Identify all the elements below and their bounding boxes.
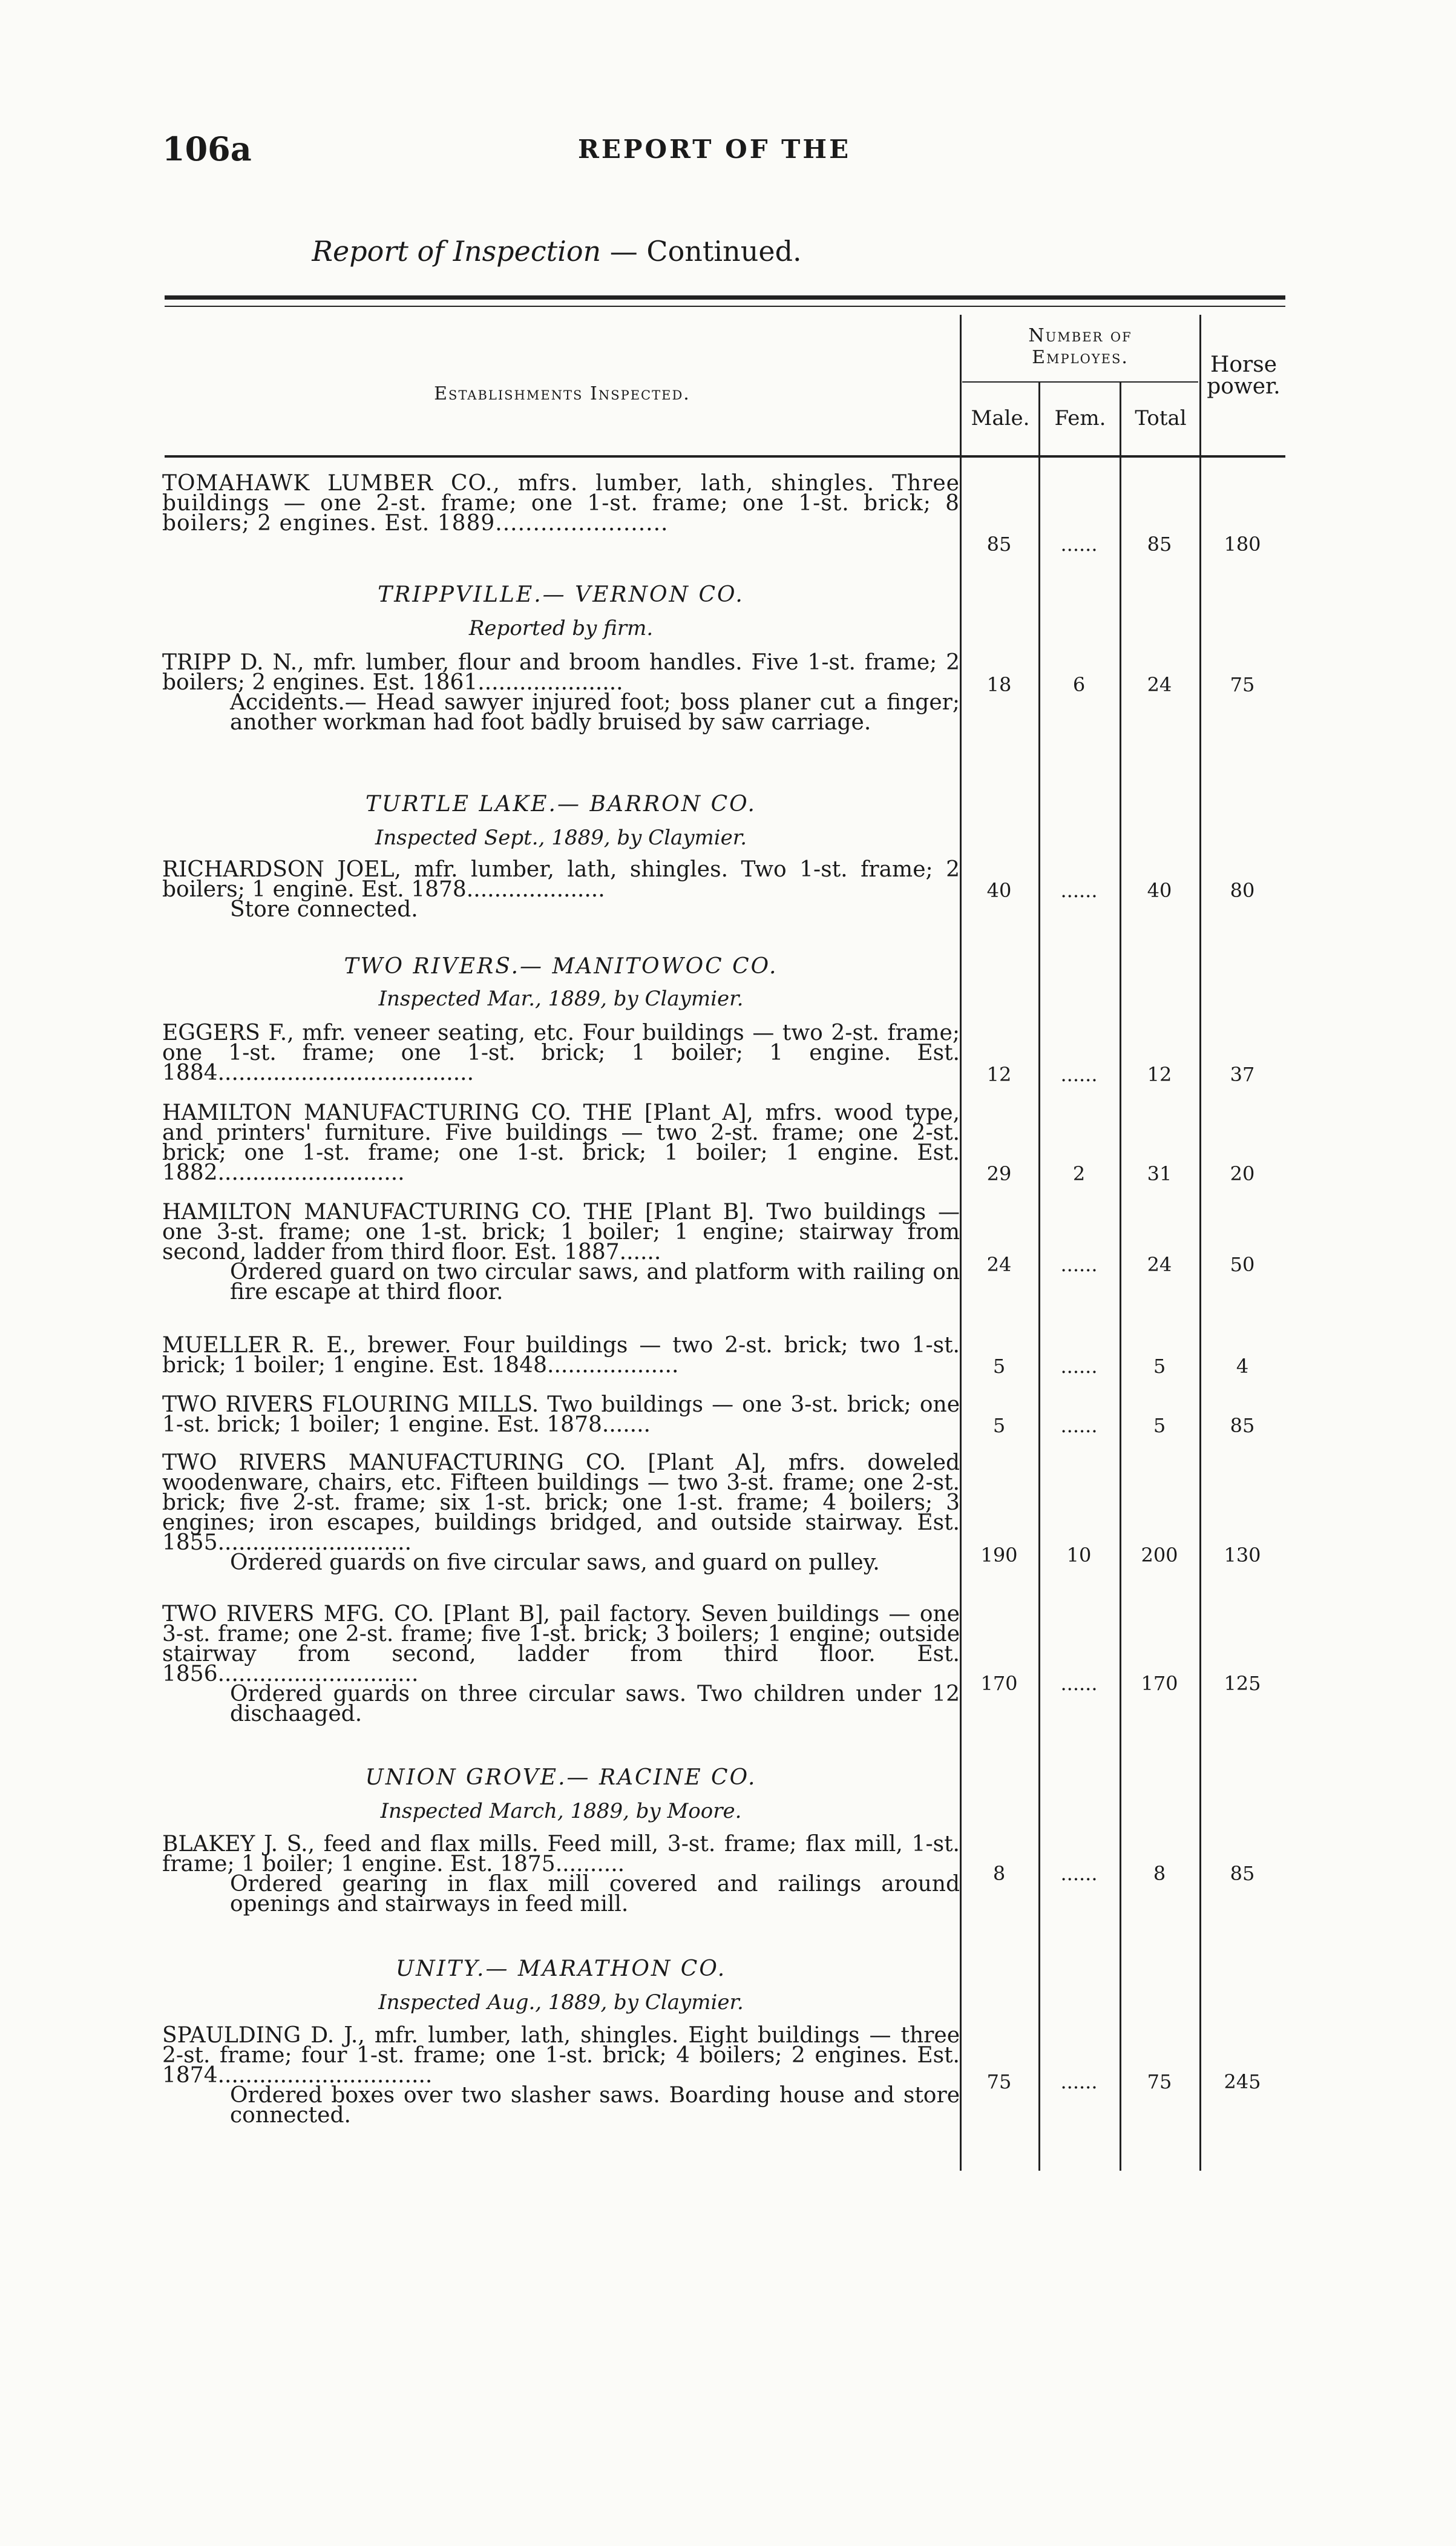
entry-text: TWO RIVERS FLOURING MILLS. Two buildings — one 3-st. brick; one 1-st. brick; 1 boiler; 1 engine. Est. 1878....... <box>162 1392 960 1437</box>
inspected-trippville: Reported by firm. <box>468 616 654 640</box>
entry-blakey <box>162 1834 960 1914</box>
inspected-unity: Inspected Aug., 1889, by Claymier. <box>378 1990 744 2015</box>
column-line-male <box>960 315 962 2171</box>
entry-tomahawk <box>162 471 960 536</box>
header-horse: Horse <box>1210 352 1277 377</box>
male-two-rivers-mfg-a: 190 <box>980 1544 1018 1567</box>
total-hamilton-a: 31 <box>1147 1162 1172 1185</box>
total-eggers: 12 <box>1147 1063 1172 1086</box>
entry-two-rivers-mfg-b <box>162 1604 960 1724</box>
fem-two-rivers-mfg-a: 10 <box>1066 1544 1092 1567</box>
header-total: Total <box>1135 406 1187 430</box>
entry-text: TWO RIVERS MANUFACTURING CO. [Plant A], mfrs. doweled woodenware, chairs, etc. Fifteen buildings — two 3-st. frame; one 2-st. brick; five 2-st. frame; six 1-st. brick; one 1-st. frame; 4 boilers; 3 engines; iron escapes, buildings bridged, and outside stairway. Est. 1855............................ <box>162 1450 960 1555</box>
entry-eggers <box>162 1023 960 1083</box>
entry-text: MUELLER R. E., brewer. Four buildings — two 2-st. brick; two 1-st. brick; 1 boiler; 1 engine. Est. 1848................... <box>162 1333 960 1378</box>
header-establishments: Establishments Inspected. <box>434 383 690 404</box>
entry-hamilton-a <box>162 1100 960 1185</box>
fem-hamilton-b: ...... <box>1060 1253 1098 1276</box>
running-title: REPORT OF THE <box>578 134 851 164</box>
entry-note: Ordered guard on two circular saws, and platform with railing on fire escape at third floor. <box>230 1260 960 1304</box>
entry-text: TOMAHAWK LUMBER CO., mfrs. lumber, lath, shingles. Three buildings — one 2-st. frame; one 1-st. frame; one 1-st. brick; 8 boilers; 2 engines. Est. 1889....................... <box>162 471 960 536</box>
entry-note: Ordered gearing in flax mill covered and railings around openings and stairways in feed mill. <box>230 1872 960 1916</box>
total-mueller: 5 <box>1153 1355 1166 1378</box>
hp-two-rivers-mfg-b: 125 <box>1224 1672 1261 1695</box>
city-two-rivers: TWO RIVERS.— MANITOWOC CO. <box>344 954 778 979</box>
hp-richardson: 80 <box>1230 879 1255 902</box>
entry-text: SPAULDING D. J., mfr. lumber, lath, shingles. Eight buildings — three 2-st. frame; four 1-st. frame; one 1-st. brick; 4 boilers; 2 engines. Est. 1874............................... <box>162 2023 960 2088</box>
male-eggers: 12 <box>986 1063 1012 1086</box>
male-hamilton-a: 29 <box>986 1162 1012 1185</box>
entry-note: Ordered guards on three circular saws. Two children under 12 dischaaged. <box>230 1682 960 1726</box>
fem-tomahawk: ...... <box>1060 533 1098 556</box>
entry-note: Store connected. <box>230 897 418 922</box>
fem-richardson: ...... <box>1060 879 1098 902</box>
city-turtle-lake: TURTLE LAKE.— BARRON CO. <box>366 792 756 817</box>
fem-eggers: ...... <box>1060 1063 1098 1086</box>
total-two-rivers-mfg-a: 200 <box>1141 1544 1178 1567</box>
header-employes: Employes. <box>1032 347 1129 368</box>
male-tomahawk: 85 <box>986 533 1012 556</box>
male-blakey: 8 <box>992 1862 1006 1885</box>
inspected-turtle-lake: Inspected Sept., 1889, by Claymier. <box>375 826 747 850</box>
entry-text: EGGERS F., mfr. veneer seating, etc. Four buildings — two 2-st. frame; one 1-st. frame; one 1-st. brick; 1 boiler; 1 engine. Est. 1884..................................... <box>162 1021 960 1085</box>
entry-spaulding <box>162 2023 960 2128</box>
employees-subrule <box>962 381 1198 383</box>
male-mueller: 5 <box>992 1355 1006 1378</box>
entry-hamilton-b <box>162 1202 960 1302</box>
city-union-grove: UNION GROVE.— RACINE CO. <box>365 1765 757 1790</box>
hp-hamilton-b: 50 <box>1230 1253 1255 1276</box>
column-line-hp <box>1199 315 1201 2171</box>
header-number-of: Number of <box>1028 325 1132 346</box>
fem-hamilton-a: 2 <box>1072 1162 1086 1185</box>
header-male: Male. <box>971 406 1030 430</box>
fem-flouring-mills: ...... <box>1060 1414 1098 1437</box>
total-blakey: 8 <box>1153 1862 1166 1885</box>
hp-mueller: 4 <box>1236 1355 1249 1378</box>
hp-blakey: 85 <box>1230 1862 1255 1885</box>
page-number: 106a <box>162 130 252 168</box>
fem-two-rivers-mfg-b: ...... <box>1060 1672 1098 1695</box>
fem-tripp: 6 <box>1072 673 1086 696</box>
entry-tripp <box>162 650 960 735</box>
header-power: power. <box>1207 374 1281 399</box>
hp-spaulding: 245 <box>1224 2070 1261 2093</box>
entry-text: BLAKEY J. S., feed and flax mills. Feed mill, 3-st. frame; flax mill, 1-st. frame; 1 boiler; 1 engine. Est. 1875.......... <box>162 1832 960 1877</box>
entry-richardson <box>162 857 960 922</box>
entry-note: Accidents.— Head sawyer injured foot; boss planer cut a finger; another workman had foot badly bruised by saw carriage. <box>230 690 960 735</box>
fem-spaulding: ...... <box>1060 2070 1098 2093</box>
male-flouring-mills: 5 <box>992 1414 1006 1437</box>
entry-text: TWO RIVERS MFG. CO. [Plant B], pail factory. Seven buildings — one 3-st. frame; one 2-st. frame; five 1-st. brick; 3 boilers; 1 engine; outside stairway from second, ladder from third floor. Est. 1856............................. <box>162 1602 960 1686</box>
hp-eggers: 37 <box>1230 1063 1255 1086</box>
entry-two-rivers-mfg-a <box>162 1450 960 1575</box>
inspected-two-rivers: Inspected Mar., 1889, by Claymier. <box>378 987 744 1011</box>
total-two-rivers-mfg-b: 170 <box>1141 1672 1178 1695</box>
entry-flouring-mills <box>162 1392 960 1437</box>
male-two-rivers-mfg-b: 170 <box>980 1672 1018 1695</box>
entry-mueller <box>162 1333 960 1378</box>
entry-text: TRIPP D. N., mfr. lumber, flour and broom handles. Five 1-st. frame; 2 boilers; 2 engines. Est. 1861..................... <box>162 650 960 695</box>
hp-hamilton-a: 20 <box>1230 1162 1255 1185</box>
male-tripp: 18 <box>986 673 1012 696</box>
top-rule-thin <box>165 306 1285 307</box>
fem-blakey: ...... <box>1060 1862 1098 1885</box>
subtitle-italic: Report of Inspection <box>312 235 602 268</box>
page-subtitle <box>0 235 1113 268</box>
male-richardson: 40 <box>986 879 1012 902</box>
male-spaulding: 75 <box>986 2070 1012 2093</box>
column-line-fem <box>1038 383 1040 2171</box>
total-flouring-mills: 5 <box>1153 1414 1166 1437</box>
city-trippville: TRIPPVILLE.— VERNON CO. <box>378 582 744 607</box>
total-richardson: 40 <box>1147 879 1172 902</box>
male-hamilton-b: 24 <box>986 1253 1012 1276</box>
total-hamilton-b: 24 <box>1147 1253 1172 1276</box>
hp-tomahawk: 180 <box>1224 533 1261 556</box>
header-bottom-rule <box>165 455 1285 458</box>
column-line-total <box>1120 383 1121 2171</box>
total-spaulding: 75 <box>1147 2070 1172 2093</box>
total-tripp: 24 <box>1147 673 1172 696</box>
entry-note: Ordered guards on five circular saws, and guard on pulley. <box>230 1550 880 1575</box>
header-fem: Fem. <box>1054 406 1106 430</box>
hp-flouring-mills: 85 <box>1230 1414 1255 1437</box>
entry-note: Ordered boxes over two slasher saws. Boarding house and store connected. <box>230 2083 960 2128</box>
total-tomahawk: 85 <box>1147 533 1172 556</box>
entry-text: HAMILTON MANUFACTURING CO. THE [Plant A], mfrs. wood type, and printers' furniture. Five buildings — two 2-st. frame; one 2-st. brick; one 1-st. frame; one 1-st. brick; 1 boiler; 1 engine. Est. 1882........................... <box>162 1100 960 1185</box>
entry-text: RICHARDSON JOEL, mfr. lumber, lath, shingles. Two 1-st. frame; 2 boilers; 1 engine. Est. 1878.................... <box>162 857 960 902</box>
entry-text: HAMILTON MANUFACTURING CO. THE [Plant B]. Two buildings — one 3-st. frame; one 1-st. brick; 1 boiler; 1 engine; stairway from second, ladder from third floor. Est. 1887...... <box>162 1200 960 1265</box>
hp-two-rivers-mfg-a: 130 <box>1224 1544 1261 1567</box>
fem-mueller: ...... <box>1060 1355 1098 1378</box>
subtitle-rest: — Continued. <box>601 235 802 268</box>
top-rule-thick <box>165 295 1285 300</box>
city-unity: UNITY.— MARATHON CO. <box>395 1956 727 1981</box>
hp-tripp: 75 <box>1230 673 1255 696</box>
inspected-union-grove: Inspected March, 1889, by Moore. <box>380 1799 742 1823</box>
